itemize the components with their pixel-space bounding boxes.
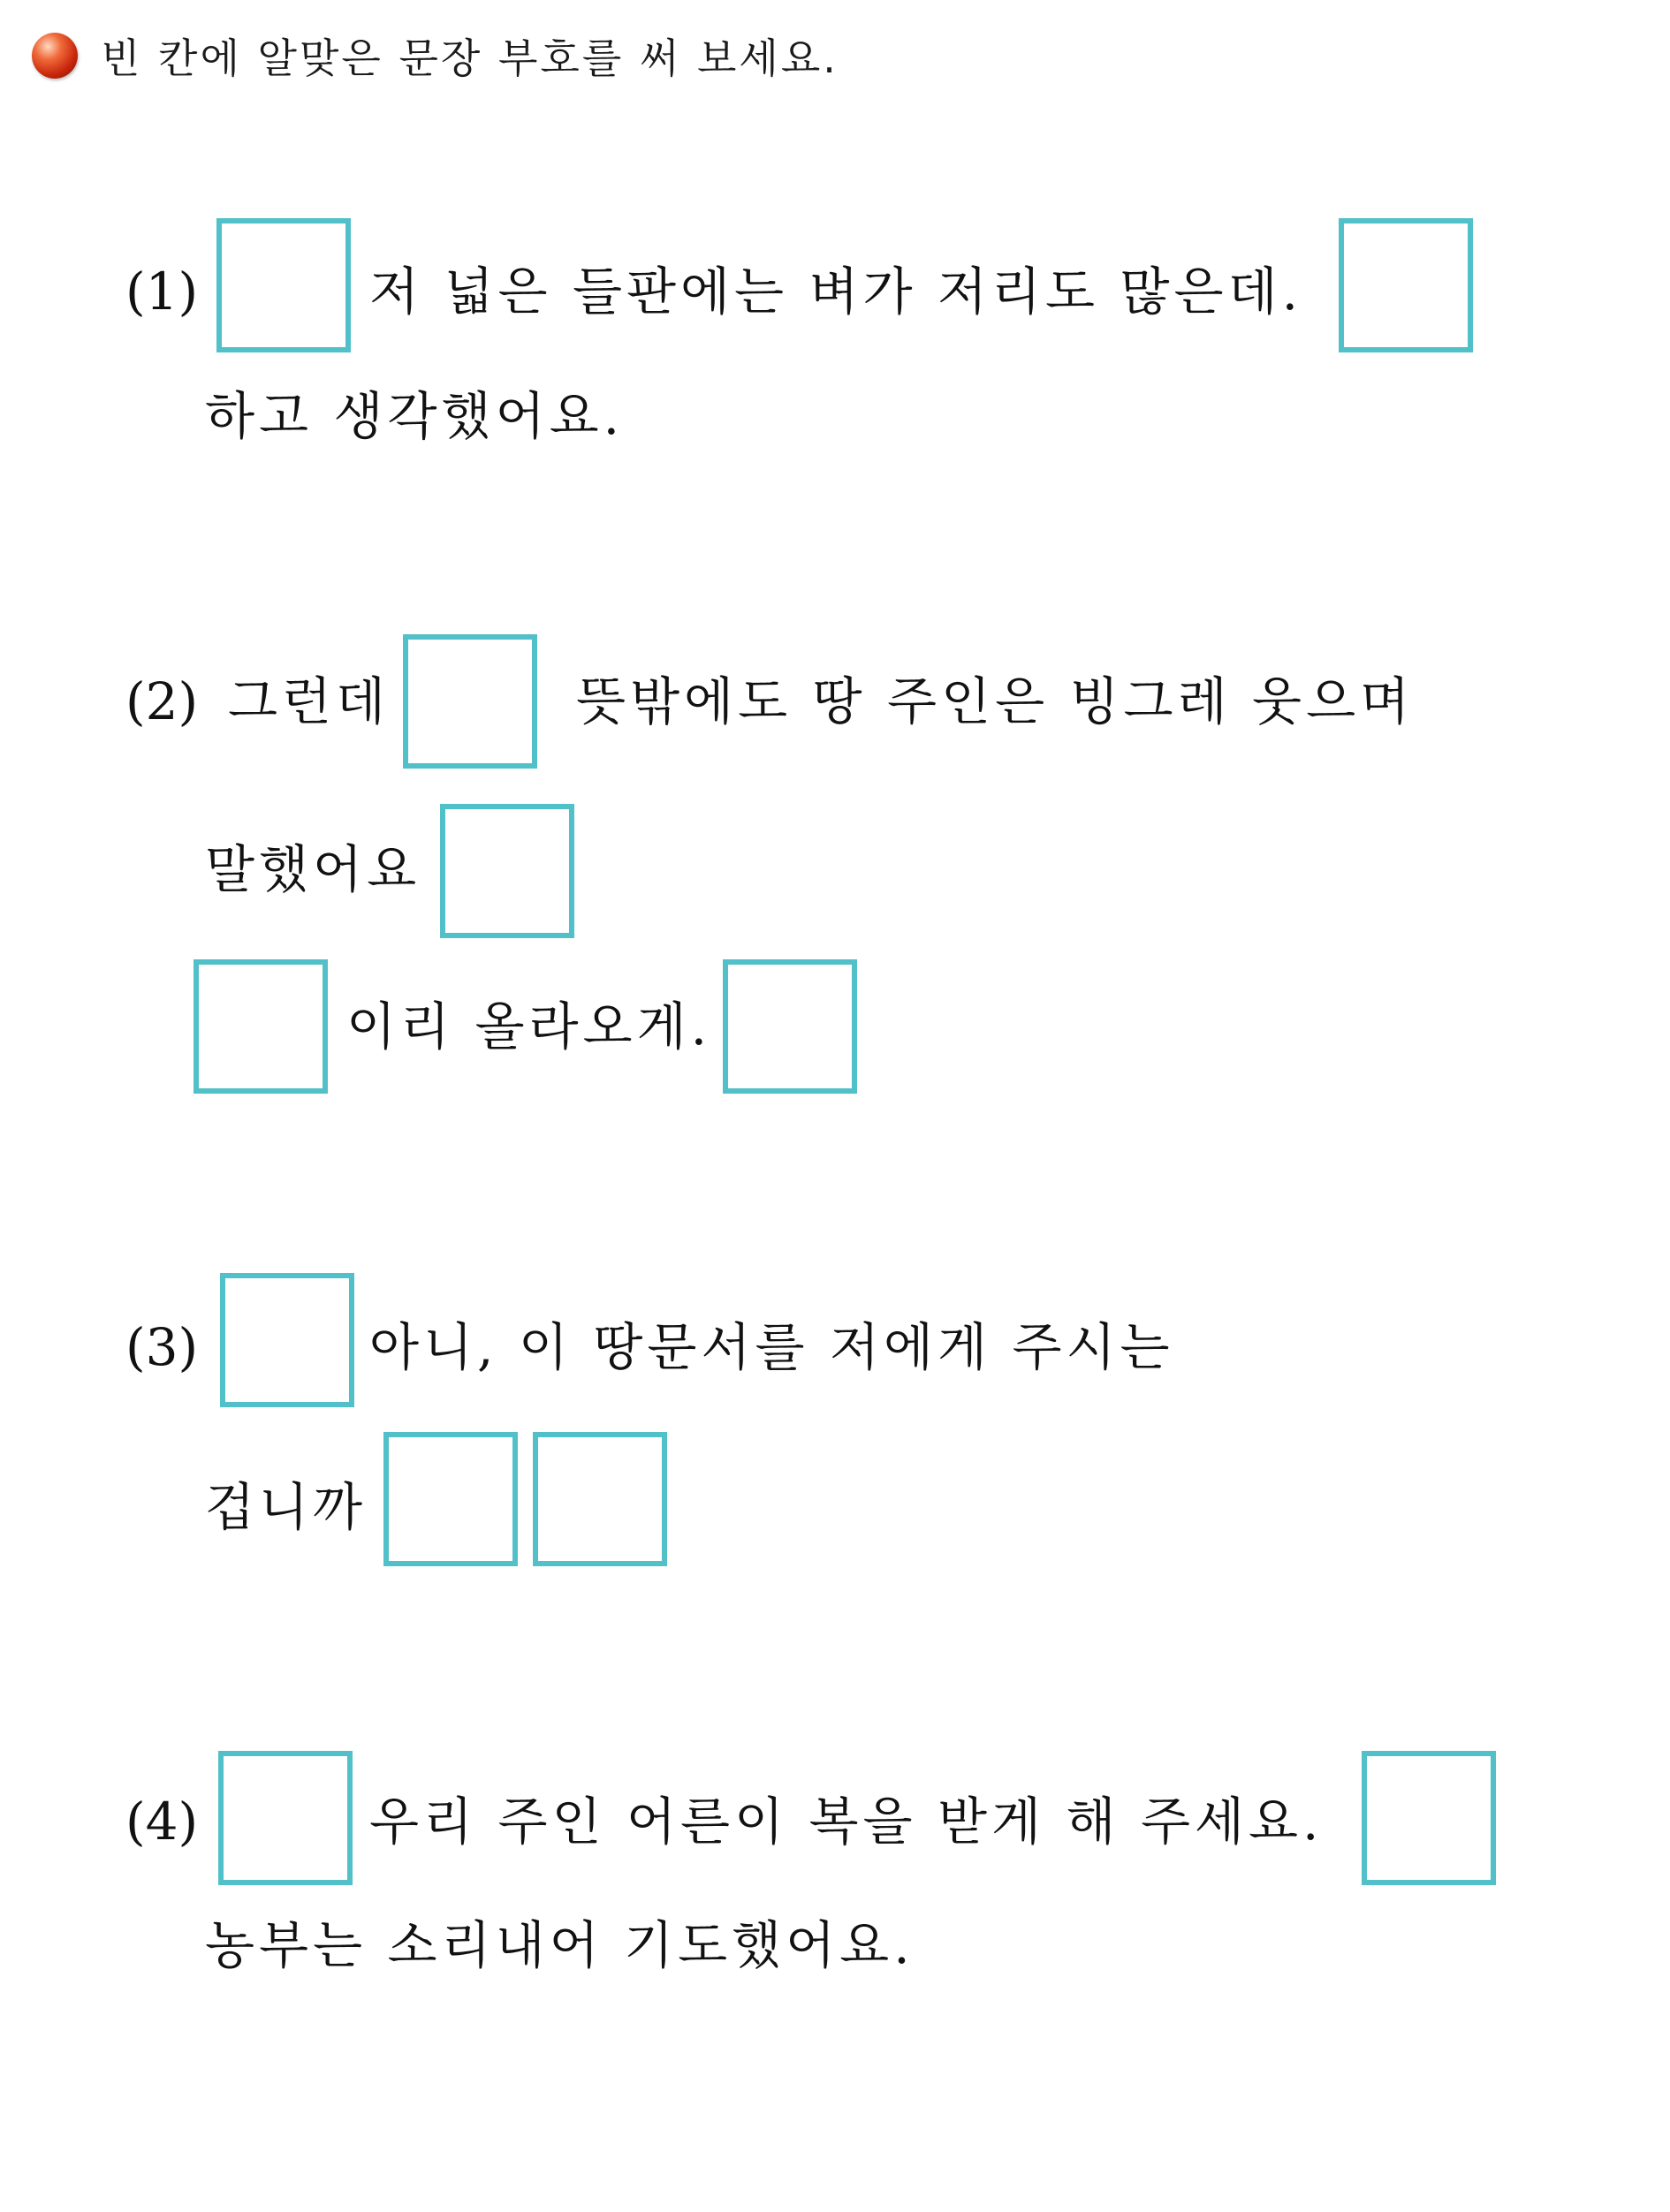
- question-2-number: (2): [125, 671, 199, 731]
- question-4-text-2: 농부는 소리내어 기도했어요.: [205, 1915, 915, 1975]
- question-4-text-1: 우리 주인 어른이 복을 받게 해 주세요.: [369, 1792, 1324, 1852]
- question-3-text-1: 아니, 이 땅문서를 저에게 주시는: [369, 1317, 1174, 1377]
- q1-blank-1[interactable]: [216, 218, 351, 352]
- q3-blank-2[interactable]: [383, 1432, 518, 1566]
- q1-blank-2[interactable]: [1339, 218, 1473, 352]
- q2-blank-4[interactable]: [723, 959, 857, 1094]
- q3-blank-1[interactable]: [220, 1273, 354, 1407]
- q4-blank-2[interactable]: [1362, 1751, 1496, 1885]
- question-1-text-1: 저 넓은 들판에는 벼가 저리도 많은데.: [369, 261, 1303, 322]
- instruction-text: 빈 칸에 알맞은 문장 부호를 써 보세요.: [101, 34, 839, 82]
- question-2-text-4: 이리 올라오게.: [346, 996, 712, 1057]
- q2-blank-1[interactable]: [403, 634, 537, 769]
- question-1-text-2: 하고 생각했어요.: [205, 386, 625, 446]
- question-3-number: (3): [125, 1317, 199, 1377]
- question-2-text-2: 뜻밖에도 땅 주인은 빙그레 웃으며: [576, 671, 1415, 731]
- question-4-number: (4): [125, 1792, 199, 1852]
- q2-blank-2[interactable]: [440, 804, 574, 938]
- q3-blank-3[interactable]: [533, 1432, 667, 1566]
- bullet-icon: [32, 33, 78, 79]
- question-2-text-1: 그런데: [228, 671, 391, 731]
- question-3-text-2: 겁니까: [205, 1477, 368, 1537]
- q2-blank-3[interactable]: [194, 959, 328, 1094]
- instruction-header: [32, 25, 839, 87]
- question-2-text-3: 말했어요: [205, 839, 421, 899]
- q4-blank-1[interactable]: [218, 1751, 353, 1885]
- question-1-number: (1): [125, 261, 199, 322]
